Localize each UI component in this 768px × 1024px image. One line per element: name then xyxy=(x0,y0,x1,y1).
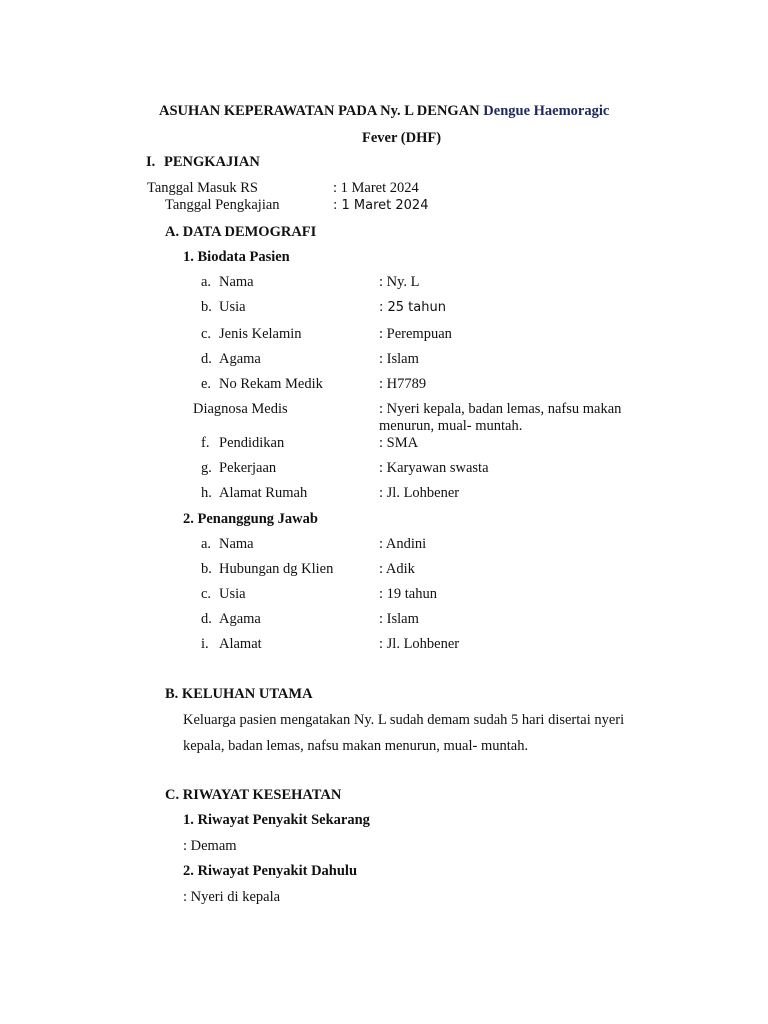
title-line2-text: Fever (DHF) xyxy=(362,130,442,146)
field-value: : Adik xyxy=(379,561,415,577)
field-label: Pekerjaan xyxy=(219,460,277,476)
tanggal-pengkajian-value: : 1 Maret 2024 xyxy=(333,198,429,213)
field-label: Alamat xyxy=(219,636,262,652)
field-label: Nama xyxy=(219,536,254,552)
list-marker: g. xyxy=(201,460,212,476)
list-marker: a. xyxy=(201,536,212,552)
field-label: Usia xyxy=(219,299,246,315)
tanggal-masuk-label: Tanggal Masuk RS xyxy=(147,180,258,196)
field-label: Agama xyxy=(219,611,261,627)
list-marker: f. xyxy=(201,435,210,451)
field-label: Pendidikan xyxy=(219,435,285,451)
section-number: I. xyxy=(146,154,156,170)
field-label: Alamat Rumah xyxy=(219,485,308,501)
field-value: : SMA xyxy=(379,435,419,451)
field-value: : Ny. L xyxy=(379,274,420,290)
field-value: : H7789 xyxy=(379,376,427,392)
demografi-heading: A. DATA DEMOGRAFI xyxy=(165,224,317,240)
riwayat-dahulu-value: : Nyeri di kepala xyxy=(183,889,281,905)
biodata-heading: 1. Biodata Pasien xyxy=(183,249,290,265)
riwayat-heading: C. RIWAYAT KESEHATAN xyxy=(165,787,342,803)
diagnosa-label: Diagnosa Medis xyxy=(193,401,288,417)
riwayat-sekarang-value: : Demam xyxy=(183,838,237,854)
field-label: Usia xyxy=(219,586,246,602)
field-value: : Islam xyxy=(379,611,419,627)
list-marker: a. xyxy=(201,274,212,290)
list-marker: c. xyxy=(201,586,212,602)
riwayat-sekarang-heading: 1. Riwayat Penyakit Sekarang xyxy=(183,812,370,828)
title-prefix: ASUHAN KEPERAWATAN PADA Ny. L DENGAN xyxy=(159,103,484,119)
diagnosa-value-line1: : Nyeri kepala, badan lemas, nafsu makan xyxy=(379,401,622,417)
field-label: Agama xyxy=(219,351,261,367)
document-title xyxy=(159,102,609,120)
list-marker: d. xyxy=(201,351,212,367)
field-value: : Karyawan swasta xyxy=(379,460,489,476)
list-marker: b. xyxy=(201,561,212,577)
list-marker: c. xyxy=(201,326,212,342)
field-value: : Andini xyxy=(379,536,427,552)
document-title-line2 xyxy=(362,129,441,147)
list-marker: i. xyxy=(201,636,209,652)
riwayat-dahulu-heading: 2. Riwayat Penyakit Dahulu xyxy=(183,863,358,879)
field-label: No Rekam Medik xyxy=(219,376,323,392)
diagnosa-value-line2: menurun, mual- muntah. xyxy=(379,418,523,434)
keluhan-heading: B. KELUHAN UTAMA xyxy=(165,686,313,702)
title-disease: Dengue Haemoragic xyxy=(483,103,610,119)
section-heading: PENGKAJIAN xyxy=(164,154,260,170)
field-label: Nama xyxy=(219,274,254,290)
field-label: Jenis Kelamin xyxy=(219,326,302,342)
list-marker: e. xyxy=(201,376,212,392)
field-value: : Jl. Lohbener xyxy=(379,636,460,652)
field-label: Hubungan dg Klien xyxy=(219,561,334,577)
field-value: : Jl. Lohbener xyxy=(379,485,460,501)
tanggal-masuk-value: : 1 Maret 2024 xyxy=(333,180,419,196)
field-value: : Islam xyxy=(379,351,419,367)
field-value: : 19 tahun xyxy=(379,586,437,602)
field-value: : 25 tahun xyxy=(379,300,446,315)
tanggal-pengkajian-label: Tanggal Pengkajian xyxy=(165,197,280,213)
list-marker: d. xyxy=(201,611,212,627)
list-marker: b. xyxy=(201,299,212,315)
penanggung-heading: 2. Penanggung Jawab xyxy=(183,511,318,527)
list-marker: h. xyxy=(201,485,212,501)
field-value: : Perempuan xyxy=(379,326,452,342)
keluhan-line1: Keluarga pasien mengatakan Ny. L sudah demam sudah 5 hari disertai nyeri xyxy=(183,712,625,728)
keluhan-line2: kepala, badan lemas, nafsu makan menurun, mual- muntah. xyxy=(183,738,529,754)
